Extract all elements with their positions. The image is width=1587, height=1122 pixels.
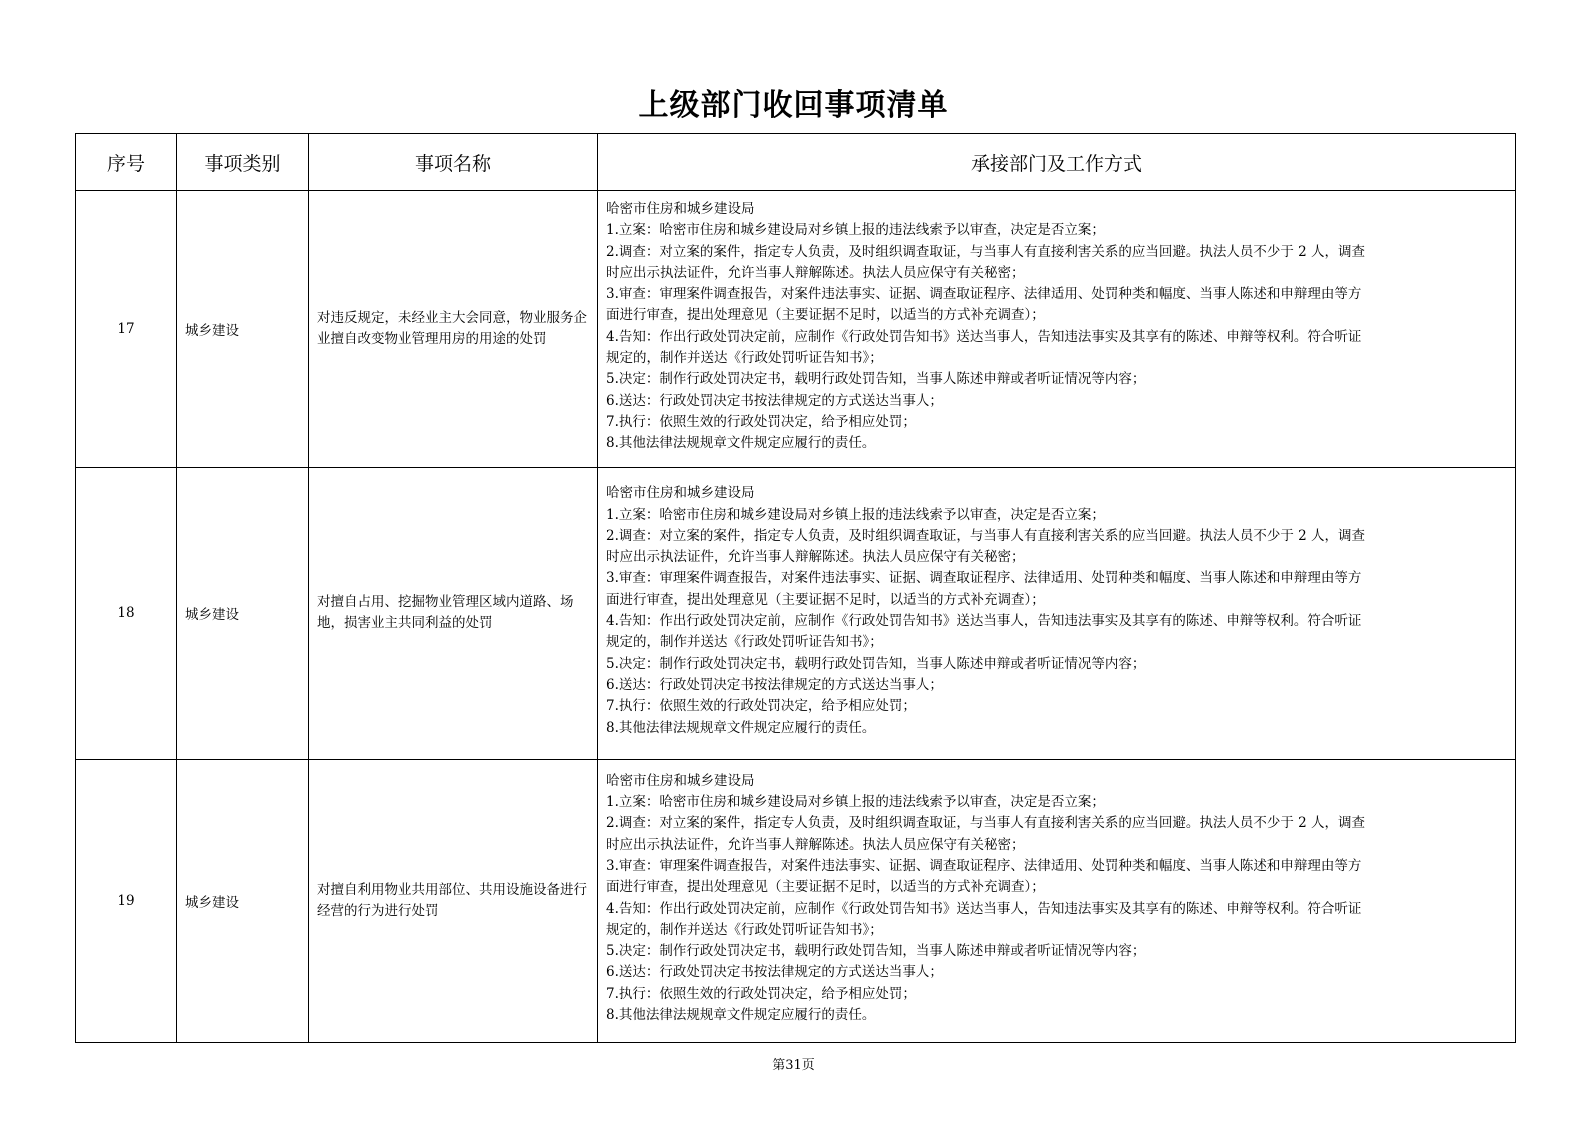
- procedure-line: 规定的，制作并送达《行政处罚听证告知书》；: [606, 921, 883, 938]
- procedure-line: 7.执行：依照生效的行政处罚决定，给予相应处罚；: [606, 698, 916, 715]
- row-number: 17: [76, 191, 177, 468]
- procedure-line: 规定的，制作并送达《行政处罚听证告知书》；: [606, 634, 883, 651]
- row-dept-procedure: [598, 759, 1516, 1042]
- table-row: [76, 191, 1516, 468]
- row-dept-procedure: [598, 191, 1516, 468]
- procedure-line: 7.执行：依照生效的行政处罚决定，给予相应处罚；: [606, 413, 916, 430]
- procedure-line: 时应出示执法证件，允许当事人辩解陈述。执法人员应保守有关秘密；: [606, 264, 1025, 281]
- procedure-line: 2.调查：对立案的案件，指定专人负责，及时组织调查取证，与当事人有直接利害关系的应当回避。执法人员不少于 2 人，调查: [606, 527, 1366, 544]
- procedure-line: 3.审查：审理案件调查报告，对案件违法事实、证据、调查取证程序、法律适用、处罚种类和幅度、当事人陈述和申辩理由等方: [606, 570, 1362, 587]
- header-category: 事项类别: [177, 134, 309, 191]
- row-matter-name: 对擅自利用物业共用部位、共用设施设备进行经营的行为进行处罚: [309, 759, 598, 1042]
- procedure-line: 面进行审查，提出处理意见（主要证据不足时，以适当的方式补充调查）；: [606, 307, 1045, 324]
- row-matter-name: 对擅自占用、挖掘物业管理区域内道路、场地，损害业主共同利益的处罚: [309, 467, 598, 759]
- procedure-line: 1.立案：哈密市住房和城乡建设局对乡镇上报的违法线索予以审查，决定是否立案；: [606, 222, 1105, 239]
- dept-name: 哈密市住房和城乡建设局: [606, 772, 755, 789]
- procedure-line: 4.告知：作出行政处罚决定前，应制作《行政处罚告知书》送达当事人，告知违法事实及其享有的陈述、申辩等权利。符合听证: [606, 613, 1362, 630]
- dept-name: 哈密市住房和城乡建设局: [606, 201, 755, 217]
- table-row: [76, 467, 1516, 759]
- procedure-line: 6.送达：行政处罚决定书按法律规定的方式送达当事人；: [606, 964, 943, 981]
- procedure-line: 8.其他法律法规规章文件规定应履行的责任。: [606, 435, 876, 452]
- procedure-line: 6.送达：行政处罚决定书按法律规定的方式送达当事人；: [606, 676, 943, 693]
- procedure-line: 时应出示执法证件，允许当事人辩解陈述。执法人员应保守有关秘密；: [606, 836, 1025, 853]
- procedure-line: 4.告知：作出行政处罚决定前，应制作《行政处罚告知书》送达当事人，告知违法事实及其享有的陈述、申辩等权利。符合听证: [606, 328, 1362, 345]
- table-row: [76, 759, 1516, 1042]
- header-name: 事项名称: [309, 134, 598, 191]
- procedure-line: 8.其他法律法规规章文件规定应履行的责任。: [606, 1007, 876, 1024]
- procedure-line: 4.告知：作出行政处罚决定前，应制作《行政处罚告知书》送达当事人，告知违法事实及其享有的陈述、申辩等权利。符合听证: [606, 900, 1362, 917]
- table-header-row: [76, 134, 1516, 191]
- row-category: 城乡建设: [177, 759, 309, 1042]
- procedure-line: 面进行审查，提出处理意见（主要证据不足时，以适当的方式补充调查）；: [606, 591, 1045, 608]
- procedure-line: 1.立案：哈密市住房和城乡建设局对乡镇上报的违法线索予以审查，决定是否立案；: [606, 794, 1105, 811]
- row-number: 19: [76, 759, 177, 1042]
- dept-name: 哈密市住房和城乡建设局: [606, 485, 755, 502]
- procedure-line: 3.审查：审理案件调查报告，对案件违法事实、证据、调查取证程序、法律适用、处罚种类和幅度、当事人陈述和申辩理由等方: [606, 857, 1362, 874]
- header-dept: 承接部门及工作方式: [598, 134, 1516, 191]
- row-category: 城乡建设: [177, 467, 309, 759]
- procedure-line: 5.决定：制作行政处罚决定书，载明行政处罚告知，当事人陈述申辩或者听证情况等内容；: [606, 943, 1146, 960]
- row-dept-procedure: [598, 467, 1516, 759]
- header-no: 序号: [76, 134, 177, 191]
- procedure-line: 面进行审查，提出处理意见（主要证据不足时，以适当的方式补充调查）；: [606, 879, 1045, 896]
- procedure-line: 8.其他法律法规规章文件规定应履行的责任。: [606, 719, 876, 736]
- procedure-line: 规定的，制作并送达《行政处罚听证告知书》；: [606, 350, 883, 367]
- matters-table: [75, 133, 1516, 1043]
- procedure-line: 7.执行：依照生效的行政处罚决定，给予相应处罚；: [606, 985, 916, 1002]
- page-number: 第31页: [772, 1058, 815, 1073]
- procedure-line: 时应出示执法证件，允许当事人辩解陈述。执法人员应保守有关秘密；: [606, 549, 1025, 566]
- procedure-line: 5.决定：制作行政处罚决定书，载明行政处罚告知，当事人陈述申辩或者听证情况等内容；: [606, 371, 1146, 388]
- procedure-line: 2.调查：对立案的案件，指定专人负责，及时组织调查取证，与当事人有直接利害关系的应当回避。执法人员不少于 2 人，调查: [606, 243, 1366, 260]
- row-category: 城乡建设: [177, 191, 309, 468]
- row-number: 18: [76, 467, 177, 759]
- row-matter-name: 对违反规定，未经业主大会同意，物业服务企业擅自改变物业管理用房的用途的处罚: [309, 191, 598, 468]
- procedure-line: 3.审查：审理案件调查报告，对案件违法事实、证据、调查取证程序、法律适用、处罚种类和幅度、当事人陈述和申辩理由等方: [606, 286, 1362, 303]
- procedure-line: 6.送达：行政处罚决定书按法律规定的方式送达当事人；: [606, 392, 943, 409]
- page-title: 上级部门收回事项清单: [638, 88, 949, 123]
- procedure-line: 5.决定：制作行政处罚决定书，载明行政处罚告知，当事人陈述申辩或者听证情况等内容；: [606, 655, 1146, 672]
- procedure-line: 2.调查：对立案的案件，指定专人负责，及时组织调查取证，与当事人有直接利害关系的应当回避。执法人员不少于 2 人，调查: [606, 815, 1366, 832]
- procedure-line: 1.立案：哈密市住房和城乡建设局对乡镇上报的违法线索予以审查，决定是否立案；: [606, 506, 1105, 523]
